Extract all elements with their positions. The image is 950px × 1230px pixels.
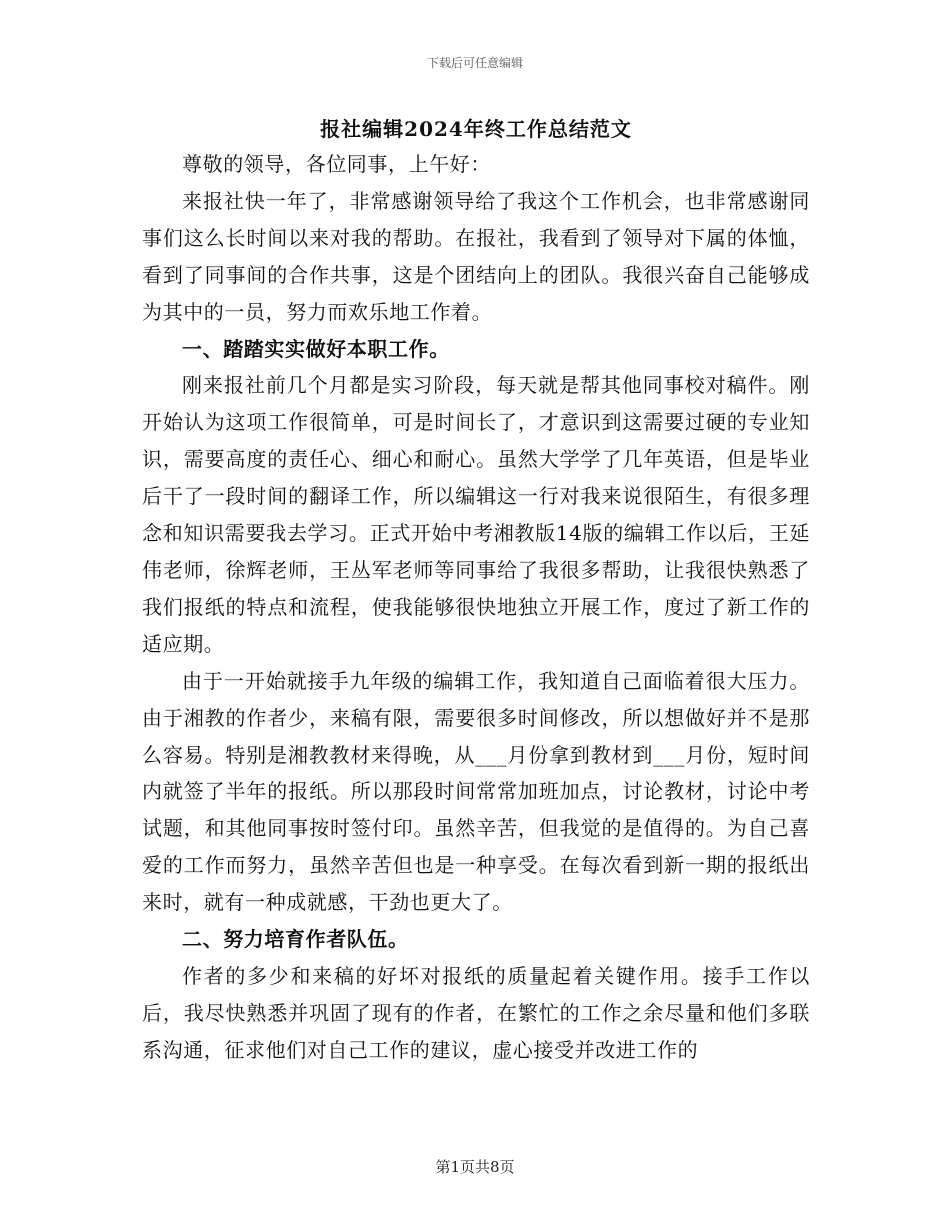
document-title: 报社编辑2024年终工作总结范文 [320,117,632,141]
page-number: 第1页共8页 [435,1158,515,1176]
section-2-paragraph-1: 作者的多少和来稿的好坏对报纸的质量起着关键作用。接手工作以后，我尽快熟悉并巩固了现有的作者，在繁忙的工作之余尽量和他们多联系沟通，征求他们对自己工作的建议，虚心接受并改进工作的 [142,963,810,1062]
section-heading-2: 二、努力培育作者队伍。 [182,927,409,952]
document-body [142,112,810,1069]
section-1-paragraph-1: 刚来报社前几个月都是实习阶段，每天就是帮其他同事校对稿件。刚开始认为这项工作很简单，可是时间长了，才意识到这需要过硬的专业知识，需要高度的责任心、细心和耐心。虽然大学学了几年英语，但是毕业后干了一段时间的翻译工作，所以编辑这一行对我来说很陌生，有很多理念和知识需要我去学习。正式开始中考湘教版14版的编辑工作以后，王延伟老师，徐辉老师，王丛军老师等同事给了我很多帮助，让我很快熟悉了我们报纸的特点和流程，使我能够很快地独立开展工作，度过了新工作的适应期。 [142,373,810,656]
section-1-paragraph-2: 由于一开始就接手九年级的编辑工作，我知道自己面临着很大压力。由于湘教的作者少，来稿有限，需要很多时间修改，所以想做好并不是那么容易。特别是湘教教材来得晚，从___月份拿到教材到___月份，短时间内就签了半年的报纸。所以那段时间常常加班加点，讨论教材，讨论中考试题，和其他同事按时签付印。虽然辛苦，但我觉的是值得的。为自己喜爱的工作而努力，虽然辛苦但也是一种享受。在每次看到新一期的报纸出来时，就有一种成就感，干劲也更大了。 [142,668,810,915]
greeting-paragraph: 尊敬的领导，各位同事，上午好： [182,152,491,176]
page-header: 下载后可任意编辑 [426,56,523,70]
section-heading-1: 一、踏踏实实做好本职工作。 [182,336,450,361]
intro-paragraph: 来报社快一年了，非常感谢领导给了我这个工作机会，也非常感谢同事们这么长时间以来对我的帮助。在报社，我看到了领导对下属的体恤，看到了同事间的合作共事，这是个团结向上的团队。我很兴奋自己能够成为其中的一员，努力而欢乐地工作着。 [142,188,810,324]
